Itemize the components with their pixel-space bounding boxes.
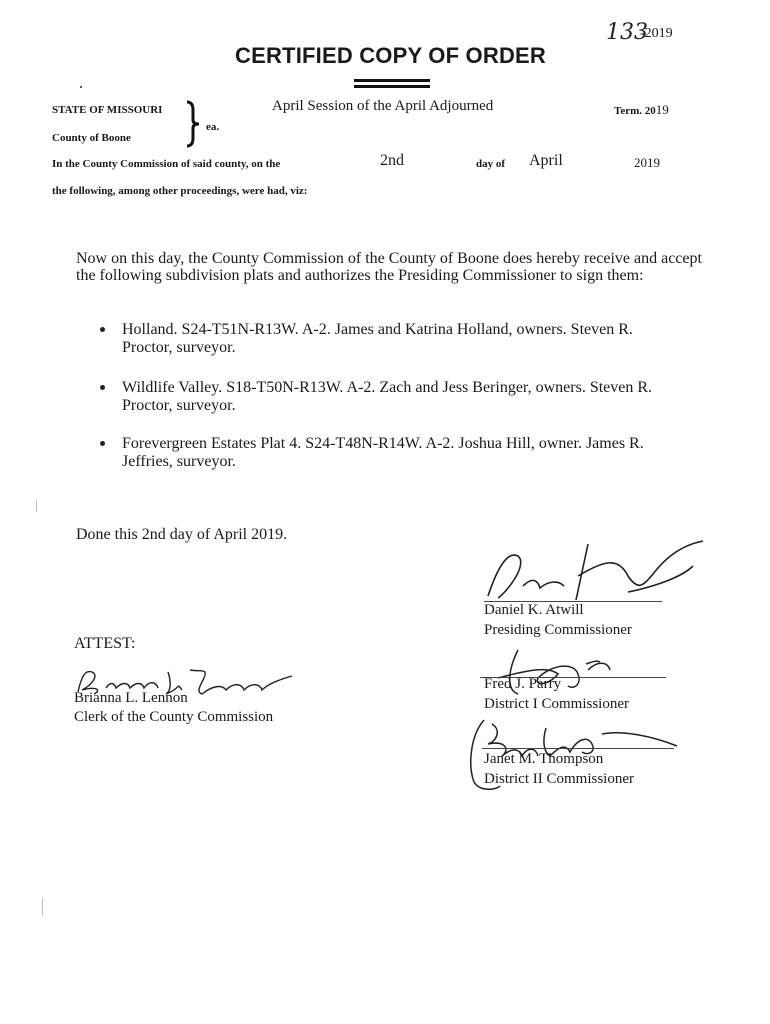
plat-item-line2: Proctor, surveyor. [122,339,236,356]
page-title: CERTIFIED COPY OF ORDER [235,43,546,68]
signature-atwill [478,536,718,606]
signatory-name: Fred J. Parry [484,676,562,692]
signatory-name: Daniel K. Atwill [484,602,584,618]
scan-speck [42,898,43,916]
county-label: County of Boone [52,132,131,144]
term-label [614,102,669,118]
signature-line [482,748,674,749]
intro-line-1: Now on this day, the County Commission of the County of Boone does hereby receive and accept [76,250,702,267]
plat-item-line2: Proctor, surveyor. [122,397,236,414]
plat-item-line1: Holland. S24-T51N-R13W. A-2. James and Katrina Holland, owners. Steven R. [122,321,633,338]
clerk-name: Brianna L. Lennon [74,690,188,706]
order-number-suffix: -2019 [640,26,673,41]
day-value: 2nd [380,152,404,169]
plat-item-line2: Jeffries, surveyor. [122,453,236,470]
plat-item-line1: Wildlife Valley. S18-T50N-R13W. A-2. Zach and Jess Beringer, owners. Steven R. [122,379,653,396]
clerk-title: Clerk of the County Commission [74,709,274,725]
intro-line-2: the following subdivision plats and authorizes the Presiding Commissioner to sign them: [76,267,644,284]
bullet-icon [100,385,105,390]
scan-speck [36,500,37,512]
year-value: 2019 [634,155,660,170]
signatory-title: District II Commissioner [484,771,634,787]
brace-mark [183,100,203,148]
term-prefix: Term. 20 [614,105,656,117]
bullet-icon [100,327,105,332]
signatory-title: Presiding Commissioner [484,622,632,638]
plat-item-line1: Forevergreen Estates Plat 4. S24-T48N-R14W. A-2. Joshua Hill, owner. James R. [122,435,644,452]
signatory-title: District I Commissioner [484,696,629,712]
state-label: STATE OF MISSOURI [52,104,163,116]
attest-label: ATTEST: [74,635,136,652]
handwritten-order-number: 133 [606,20,648,45]
bullet-icon [100,441,105,446]
title-double-underline [354,79,430,82]
proceedings-line: the following, among other proceedings, were had, viz: [52,185,308,197]
day-of-label: day of [476,158,506,170]
done-line: Done this 2nd day of April 2019. [76,526,288,543]
month-value: April [529,152,563,169]
commission-line: In the County Commission of said county, on the [52,158,281,170]
scan-speck [80,86,82,88]
title-double-underline-2 [354,85,430,88]
session-text: April Session of the April Adjourned [272,98,494,114]
signatory-name: Janet M. Thompson [484,751,604,767]
term-year: 19 [655,102,669,117]
ea-label: ea. [206,121,220,133]
